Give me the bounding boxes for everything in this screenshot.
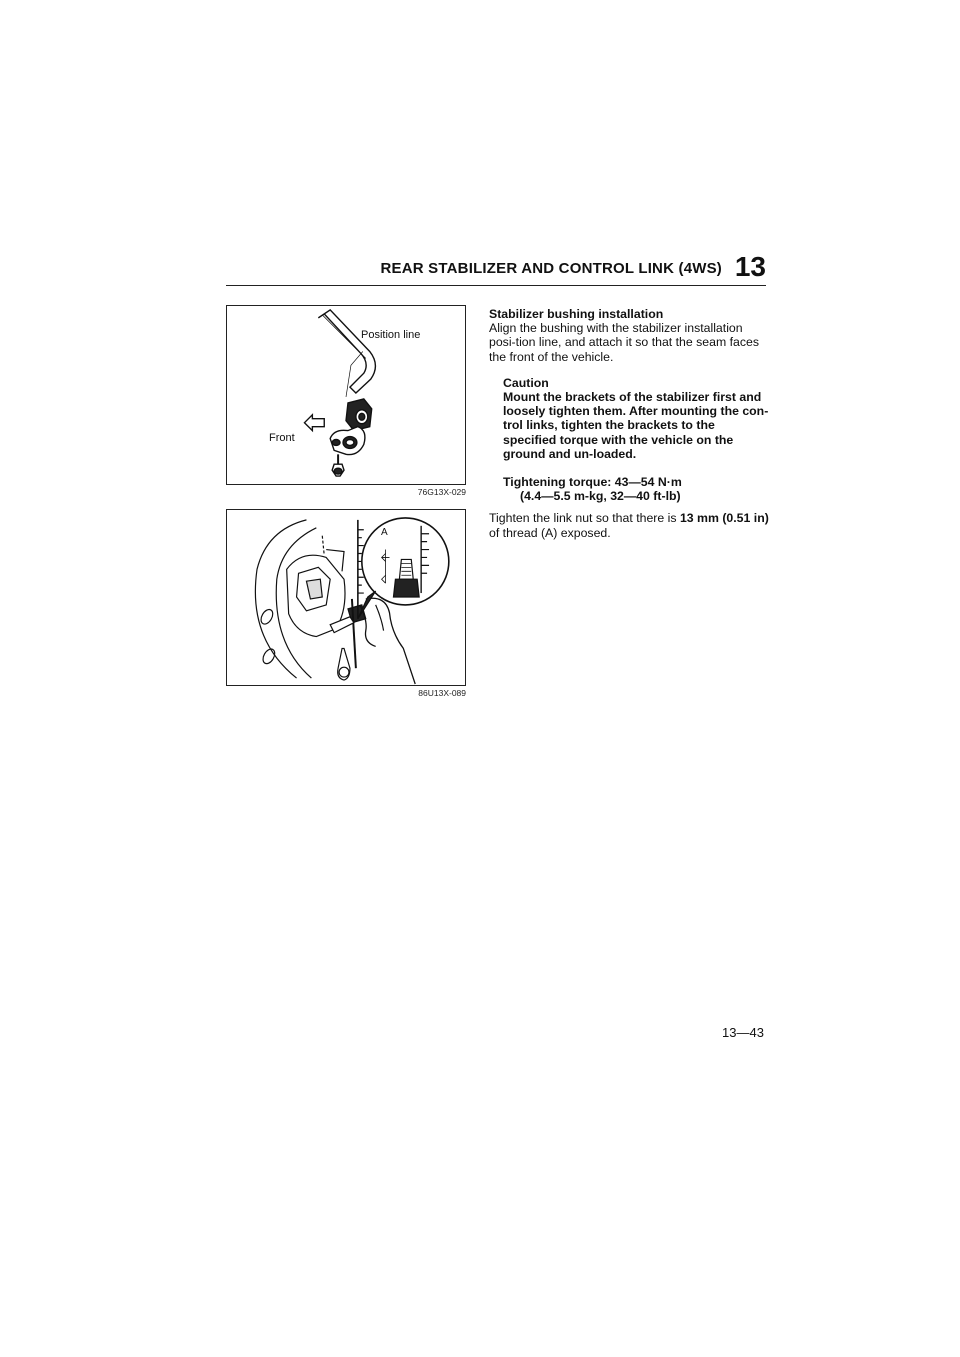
figure-stabilizer-bushing	[226, 305, 466, 485]
stabilizer-bushing-illustration	[227, 306, 465, 484]
link-text-bold: 13 mm (0.51 in)	[679, 511, 769, 526]
figure1-code: 76G13X-029	[417, 487, 466, 497]
section-heading: Stabilizer bushing installation	[489, 307, 664, 321]
label-front: Front	[269, 432, 295, 444]
header-title: REAR STABILIZER AND CONTROL LINK (4WS)	[380, 260, 722, 277]
figure2-code: 86U13X-089	[418, 688, 466, 698]
section-number: 13	[734, 251, 766, 282]
caution-title: Caution	[503, 375, 549, 390]
figure-link-nut	[226, 509, 466, 686]
label-position-line: Position line	[361, 329, 421, 341]
page-header	[226, 251, 766, 286]
label-thread-a: A	[381, 527, 388, 538]
instruction-text	[489, 307, 771, 540]
intro-paragraph: Align the bushing with the stabilizer installation posi-tion line, and attach it so that the seam faces the front of the vehicle.	[489, 321, 760, 364]
link-nut-instruction	[489, 511, 771, 539]
torque-line-2: (4.4—5.5 m-kg, 32—40 ft-lb)	[520, 489, 681, 504]
caution-block	[503, 376, 771, 461]
link-text-before: Tighten the link nut so that there is	[489, 511, 680, 526]
caution-text: Mount the brackets of the stabilizer first and loosely tighten them. After mounting the con-trol links, tighten the brackets to the specified torque with the vehicle on the ground and un-loaded.	[503, 390, 769, 461]
link-text-after: of thread (A) exposed.	[489, 525, 611, 540]
torque-line-1: Tightening torque: 43—54 N·m	[503, 475, 682, 490]
page-number: 13—43	[722, 1025, 764, 1040]
link-nut-illustration	[227, 510, 465, 685]
torque-spec	[503, 475, 771, 503]
